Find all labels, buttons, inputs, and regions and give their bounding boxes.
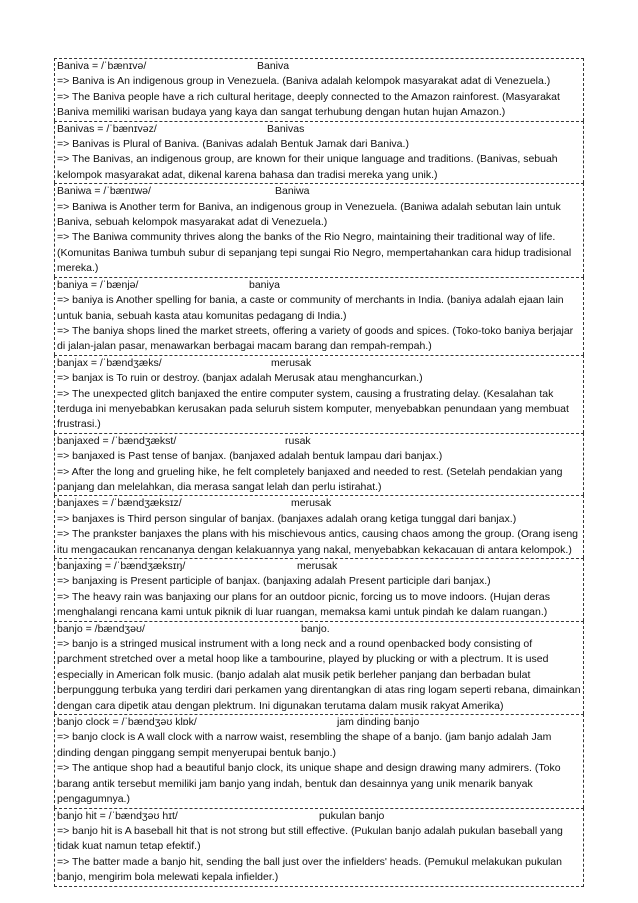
headword-pronunciation: banjo = /bændʒəʊ/	[57, 622, 145, 635]
headword-pronunciation: Baniva = /ˈbænɪvə/	[57, 60, 147, 72]
headword-translation: pukulan banjo	[319, 809, 385, 822]
entry-definition-line: => banjo clock is A wall clock with a narrow waist, resembling the shape of a banjo. (jam banjo adalah Jam dinding dengan pinggang sempit menyerupai bentuk banjo.)	[57, 731, 552, 759]
entry-headword-line	[57, 184, 581, 199]
headword-translation: rusak	[285, 434, 311, 447]
dictionary-entry	[54, 714, 584, 807]
entry-definition-line: => banjax is To ruin or destroy. (banjax adalah Merusak atau menghancurkan.)	[57, 372, 423, 385]
entry-definition-line: => Baniva is An indigenous group in Venezuela. (Baniva adalah kelompok masyarakat adat di Venezuela.)	[57, 75, 551, 88]
headword-translation: merusak	[271, 356, 312, 369]
entry-headword-line	[57, 559, 581, 574]
headword-pronunciation: banjaxes = /ˈbændʒæksɪz/	[57, 497, 182, 510]
entry-definition-line: => banjaxes is Third person singular of banjax. (banjaxes adalah orang ketiga tunggal dari banjax.)	[57, 512, 517, 525]
entry-headword-line	[57, 59, 581, 74]
entry-definition-line: => banjo is a stringed musical instrument with a long neck and a round openbacked body consisting of parchment stretched over a metal hoop like a tambourine, played by plucking or with a plectrum. It is used especially in American folk music. (banjo adalah alat musik petik berleher panjang dan berbadan bulat berpunggung terbuka yang terdiri dari perkamen yang direntangkan di atas ring logam seperti rebana, dimainkan dengan cara dipetik atau dengan plektrum. Ini digunakan terutama dalam musik rakyat Amerika)	[57, 638, 581, 712]
headword-pronunciation: banjo clock = /ˈbændʒəʊ klɒk/	[57, 716, 197, 729]
dictionary-entry	[54, 121, 584, 184]
headword-translation: merusak	[291, 497, 332, 510]
entry-headword-line	[57, 278, 581, 293]
entry-headword-line	[57, 496, 581, 511]
entry-definition-line: => The unexpected glitch banjaxed the entire computer system, causing a frustrating delay. (Kesalahan tak terduga ini menyebabkan kerusakan pada seluruh sistem komputer, menyebabkan penundaan yang membuat frustrasi.)	[57, 387, 569, 431]
dictionary-entry	[54, 277, 584, 355]
entry-headword-line	[57, 434, 581, 449]
dictionary-entry	[54, 808, 584, 887]
headword-pronunciation: Banivas = /ˈbænɪvəz/	[57, 122, 157, 135]
entry-definition-line: => banjaxing is Present participle of banjax. (banjaxing adalah Present participle dari banjax.)	[57, 575, 491, 588]
entry-definition-line: => Baniwa is Another term for Baniva, an indigenous group in Venezuela. (Baniwa adalah sebutan lain untuk Baniva, sebuah kelompok masyarakat adat di Venezuela.)	[57, 200, 561, 229]
entry-definition-line: => The prankster banjaxes the plans with his mischievous antics, causing chaos among the group. (Orang iseng itu mengacaukan rencananya dengan kelakuannya yang nakal, menyebabkan kekacauan di antara kelompok.)	[57, 528, 579, 556]
dictionary-entry	[54, 355, 584, 433]
entry-definition-line: => The baniya shops lined the market streets, offering a variety of goods and spices. (Toko-toko baniya berjajar di jalan-jalan pasar, menawarkan berbagai macam barang dan rempah-rempah.)	[57, 324, 574, 353]
dictionary-entry	[54, 495, 584, 558]
headword-pronunciation: banjo hit = /ˈbændʒəʊ hɪt/	[57, 809, 178, 822]
entry-headword-line	[57, 809, 581, 824]
headword-translation: baniya	[249, 278, 280, 291]
entry-definition-line: => The Banivas, an indigenous group, are known for their unique language and traditions. (Banivas, sebuah kelompok masyarakat adat, dikenal karena bahasa dan tradisi mereka yang unik.)	[57, 153, 558, 181]
entry-headword-line	[57, 356, 581, 371]
headword-translation: Baniva	[257, 60, 290, 72]
headword-translation: merusak	[297, 560, 338, 572]
entry-headword-line	[57, 122, 581, 137]
entry-definition-line: => The heavy rain was banjaxing our plans for an outdoor picnic, forcing us to move indoors. (Hujan deras menghalangi rencana kami untuk piknik di luar ruangan, memaksa kami untuk pindah ke dalam ruangan.)	[57, 590, 551, 619]
entry-definition-line: => The Baniwa community thrives along the banks of the Rio Negro, maintaining their traditional way of life. (Komunitas Baniwa tumbuh subur di sepanjang tepi sungai Rio Negro, mempertahankan cara hidup tradisional mereka.)	[57, 231, 572, 275]
entry-definition-line: => After the long and grueling hike, he felt completely banjaxed and needed to rest. (Setelah pendakian yang panjang dan melelahkan, dia merasa sangat lelah dan perlu istirahat.)	[57, 465, 563, 493]
dictionary-entry	[54, 621, 584, 714]
headword-translation: jam dinding banjo	[337, 716, 420, 729]
dictionary-entry	[54, 433, 584, 496]
headword-pronunciation: banjax = /ˈbændʒæks/	[57, 356, 162, 369]
headword-pronunciation: banjaxing = /ˈbændʒæksɪŋ/	[57, 560, 186, 572]
headword-translation: banjo.	[301, 622, 330, 635]
entry-definition-line: => banjo hit is A baseball hit that is not strong but still effective. (Pukulan banjo adalah pukulan baseball yang tidak kuat namun tetap efektif.)	[57, 824, 563, 853]
headword-pronunciation: banjaxed = /ˈbændʒækst/	[57, 434, 177, 447]
headword-pronunciation: baniya = /ˈbænjə/	[57, 278, 139, 291]
dictionary-page	[54, 58, 584, 887]
dictionary-entry	[54, 558, 584, 621]
entry-list	[54, 58, 584, 887]
dictionary-entry	[54, 58, 584, 121]
dictionary-entry	[54, 183, 584, 276]
entry-definition-line: => The antique shop had a beautiful banjo clock, its unique shape and design drawing many admirers. (Toko barang antik tersebut memiliki jam banjo yang indah, bentuk dan desainnya yang unik menarik banyak pengagumnya.)	[57, 762, 561, 806]
headword-pronunciation: Baniwa = /ˈbænɪwə/	[57, 185, 151, 198]
headword-translation: Banivas	[267, 122, 305, 135]
entry-headword-line	[57, 715, 581, 730]
entry-definition-line: => banjaxed is Past tense of banjax. (banjaxed adalah bentuk lampau dari banjax.)	[57, 450, 443, 463]
entry-definition-line: => Banivas is Plural of Baniva. (Banivas adalah Bentuk Jamak dari Baniva.)	[57, 138, 409, 151]
entry-definition-line: => baniya is Another spelling for bania, a caste or community of merchants in India. (baniya adalah ejaan lain untuk bania, sebuah kasta atau komunitas pedagang di India.)	[57, 294, 564, 322]
entry-definition-line: => The Baniva people have a rich cultural heritage, deeply connected to the Amazon rainforest. (Masyarakat Baniva memiliki warisan budaya yang kaya dan sangat terhubung dengan hutan hujan Amazon.)	[57, 90, 560, 119]
entry-headword-line	[57, 622, 581, 637]
headword-translation: Baniwa	[275, 185, 310, 198]
entry-definition-line: => The batter made a banjo hit, sending the ball just over the infielders' heads. (Pemukul melakukan pukulan banjo, mengirim bola melewati kepala infielder.)	[57, 855, 562, 884]
